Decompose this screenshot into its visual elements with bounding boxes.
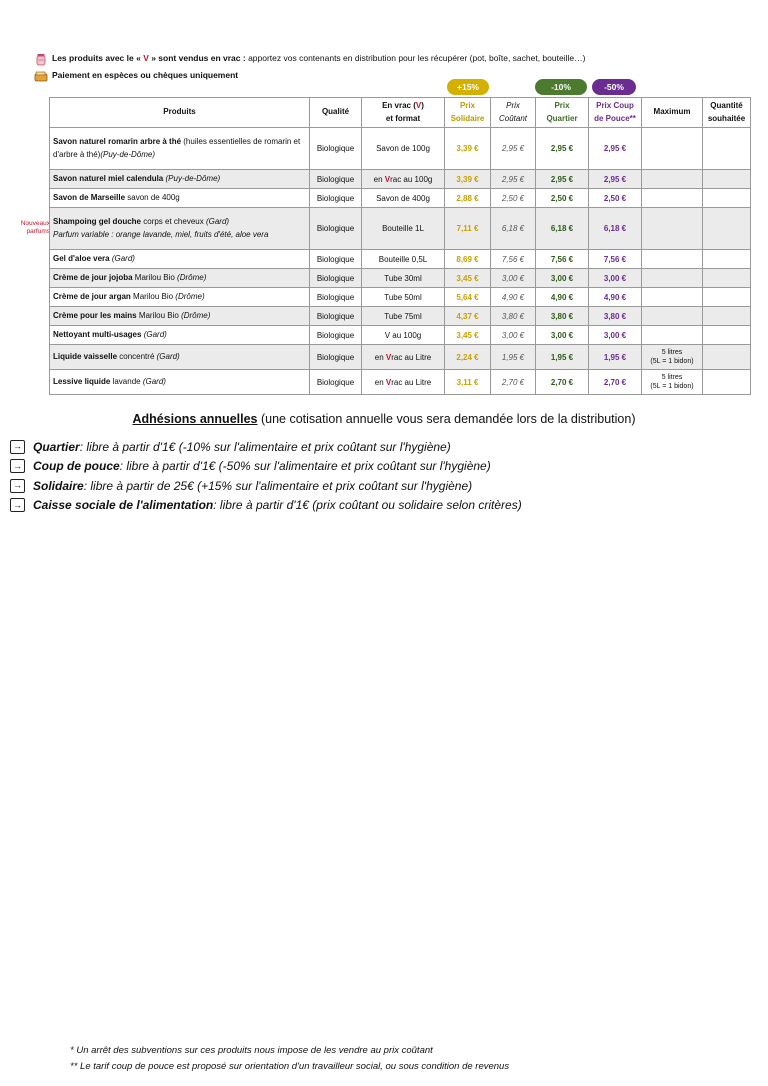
price-quartier: 1,95 €	[536, 345, 589, 370]
header-qualite: Qualité	[310, 98, 362, 128]
quality-cell: Biologique	[310, 269, 362, 288]
format-cell: Tube 30ml	[362, 269, 445, 288]
format-cell: Tube 50ml	[362, 288, 445, 307]
format-cell: Savon de 400g	[362, 189, 445, 208]
table-header-row	[50, 98, 751, 128]
price-solidaire: 2,24 €	[445, 345, 491, 370]
arrow-right-icon: →	[10, 459, 25, 473]
table-row	[50, 250, 751, 269]
jar-icon	[34, 52, 48, 66]
price-quartier: 2,70 €	[536, 370, 589, 395]
quantity-input-cell[interactable]	[703, 307, 751, 326]
price-coutant: 2,95 €	[491, 128, 536, 170]
list-item	[10, 437, 522, 457]
price-coutant: 7,56 €	[491, 250, 536, 269]
table-row	[50, 128, 751, 170]
quantity-input-cell[interactable]	[703, 370, 751, 395]
quantity-input-cell[interactable]	[703, 170, 751, 189]
price-coutant: 1,95 €	[491, 345, 536, 370]
maximum-cell: 5 litres (5L = 1 bidon)	[642, 370, 703, 395]
price-quartier: 6,18 €	[536, 208, 589, 250]
arrow-right-icon: →	[10, 440, 25, 454]
maximum-cell	[642, 250, 703, 269]
format-cell: Savon de 100g	[362, 128, 445, 170]
list-item	[10, 476, 522, 496]
price-coutant: 3,00 €	[491, 326, 536, 345]
table-row	[50, 208, 751, 250]
price-badges	[0, 79, 768, 97]
payment-text: Paiement en espèces ou chèques uniquement	[52, 70, 239, 81]
price-solidaire: 7,11 €	[445, 208, 491, 250]
adhesions-heading	[0, 412, 768, 426]
table-row	[50, 370, 751, 395]
format-cell: Bouteille 1L	[362, 208, 445, 250]
quantity-input-cell[interactable]	[703, 128, 751, 170]
format-cell: en Vrac au Litre	[362, 345, 445, 370]
vrac-v-marker: V	[143, 53, 149, 64]
adhesions-subtitle: (une cotisation annuelle vous sera demandée lors de la distribution)	[257, 412, 636, 426]
price-coutant: 3,80 €	[491, 307, 536, 326]
table-row	[50, 307, 751, 326]
price-coutant: 3,00 €	[491, 269, 536, 288]
quantity-input-cell[interactable]	[703, 250, 751, 269]
product-name-cell: Savon de Marseille savon de 400g	[50, 189, 310, 208]
format-cell: Bouteille 0,5L	[362, 250, 445, 269]
adhesion-label: Solidaire	[33, 478, 84, 493]
format-cell: Tube 75ml	[362, 307, 445, 326]
price-coup-de-pouce: 7,56 €	[589, 250, 642, 269]
price-quartier: 3,00 €	[536, 326, 589, 345]
price-quartier: 7,56 €	[536, 250, 589, 269]
adhesion-text: : libre à partir d'1€ (prix coûtant ou solidaire selon critères)	[213, 498, 522, 513]
adhesions-list	[10, 437, 522, 515]
price-quartier: 3,00 €	[536, 269, 589, 288]
product-name-cell: Crème de jour jojoba Marilou Bio (Drôme)	[50, 269, 310, 288]
product-name-cell: Crème pour les mains Marilou Bio (Drôme)	[50, 307, 310, 326]
quantity-input-cell[interactable]	[703, 269, 751, 288]
adhesion-label: Quartier	[33, 439, 80, 454]
quantity-input-cell[interactable]	[703, 326, 751, 345]
quantity-input-cell[interactable]	[703, 189, 751, 208]
new-scents-label: Nouveaux parfums	[20, 220, 50, 236]
arrow-right-icon: →	[10, 479, 25, 493]
price-coup-de-pouce: 2,50 €	[589, 189, 642, 208]
table-row	[50, 269, 751, 288]
arrow-right-icon: →	[10, 498, 25, 512]
product-name-cell: Nettoyant multi-usages (Gard)	[50, 326, 310, 345]
price-coup-de-pouce: 2,95 €	[589, 128, 642, 170]
quality-cell: Biologique	[310, 345, 362, 370]
maximum-cell	[642, 288, 703, 307]
quality-cell: Biologique	[310, 370, 362, 395]
price-coutant: 4,90 €	[491, 288, 536, 307]
maximum-cell	[642, 307, 703, 326]
quantity-input-cell[interactable]	[703, 288, 751, 307]
product-name-cell: Crème de jour argan Marilou Bio (Drôme)	[50, 288, 310, 307]
price-solidaire: 3,45 €	[445, 269, 491, 288]
price-coup-de-pouce: 6,18 €	[589, 208, 642, 250]
product-table	[49, 97, 751, 395]
price-coup-de-pouce: 1,95 €	[589, 345, 642, 370]
maximum-cell	[642, 269, 703, 288]
header-produits: Produits	[50, 98, 310, 128]
quality-cell: Biologique	[310, 250, 362, 269]
adhesion-text: : libre à partir d'1€ (-10% sur l'alimentaire et prix coûtant sur l'hygiène)	[79, 439, 451, 454]
price-solidaire: 3,45 €	[445, 326, 491, 345]
price-solidaire: 3,11 €	[445, 370, 491, 395]
price-coutant: 2,95 €	[491, 170, 536, 189]
header-quantite: Quantité souhaitée	[703, 98, 751, 128]
price-solidaire: 2,88 €	[445, 189, 491, 208]
format-cell: en Vrac au Litre	[362, 370, 445, 395]
format-cell: V au 100g	[362, 326, 445, 345]
adhesion-label: Caisse sociale de l'alimentation	[33, 498, 214, 513]
price-solidaire: 8,69 €	[445, 250, 491, 269]
table-row	[50, 189, 751, 208]
maximum-cell	[642, 128, 703, 170]
table-row	[50, 288, 751, 307]
vrac-label: Les produits avec le «	[52, 53, 144, 64]
price-coup-de-pouce: 2,95 €	[589, 170, 642, 189]
maximum-cell	[642, 326, 703, 345]
table-row	[50, 170, 751, 189]
vrac-text: apportez vos contenants en distribution pour les récupérer (pot, boîte, sachet, bouteille…)	[245, 53, 586, 64]
vrac-note	[34, 50, 585, 67]
list-item	[10, 457, 522, 477]
quantity-input-cell[interactable]	[703, 208, 751, 250]
price-coup-de-pouce: 3,80 €	[589, 307, 642, 326]
adhesion-text: : libre à partir de 25€ (+15% sur l'alimentaire et prix coûtant sur l'hygiène)	[83, 478, 473, 493]
price-quartier: 2,95 €	[536, 128, 589, 170]
product-name-cell: Shampoing gel douche corps et cheveux (Gard) Parfum variable : orange lavande, miel, fruits d'été, aloe vera	[50, 208, 310, 250]
header-prix-solidaire: Prix Solidaire	[445, 98, 491, 128]
price-coutant: 6,18 €	[491, 208, 536, 250]
price-quartier: 2,95 €	[536, 170, 589, 189]
quantity-input-cell[interactable]	[703, 345, 751, 370]
maximum-cell: 5 litres (5L = 1 bidon)	[642, 345, 703, 370]
list-item	[10, 496, 522, 516]
price-quartier: 4,90 €	[536, 288, 589, 307]
price-solidaire: 5,64 €	[445, 288, 491, 307]
price-quartier: 3,80 €	[536, 307, 589, 326]
maximum-cell	[642, 208, 703, 250]
adhesion-text: : libre à partir d'1€ (-50% sur l'alimentaire et prix coûtant sur l'hygiène)	[119, 459, 491, 474]
price-coutant: 2,50 €	[491, 189, 536, 208]
price-solidaire: 3,39 €	[445, 170, 491, 189]
price-coup-de-pouce: 2,70 €	[589, 370, 642, 395]
footnote-2: ** Le tarif coup de pouce est proposé sur orientation d'un travailleur social, ou sous condition de revenus	[70, 1061, 510, 1073]
quality-cell: Biologique	[310, 288, 362, 307]
quality-cell: Biologique	[310, 128, 362, 170]
quality-cell: Biologique	[310, 208, 362, 250]
price-coup-de-pouce: 4,90 €	[589, 288, 642, 307]
quality-cell: Biologique	[310, 307, 362, 326]
badge-quartier: -10%	[535, 79, 587, 95]
price-coup-de-pouce: 3,00 €	[589, 269, 642, 288]
price-coup-de-pouce: 3,00 €	[589, 326, 642, 345]
table-row	[50, 345, 751, 370]
product-name-cell: Savon naturel miel calendula (Puy-de-Dôme)	[50, 170, 310, 189]
badge-solidaire: +15%	[447, 79, 489, 95]
vrac-label-end: » sont vendus en vrac :	[148, 53, 246, 64]
maximum-cell	[642, 170, 703, 189]
price-coutant: 2,70 €	[491, 370, 536, 395]
header-prix-quartier: Prix Quartier	[536, 98, 589, 128]
product-name-cell: Lessive liquide lavande (Gard)	[50, 370, 310, 395]
badge-coup-de-pouce: -50%	[592, 79, 636, 95]
header-prix-coup-de-pouce: Prix Coup de Pouce**	[589, 98, 642, 128]
footnotes	[70, 1043, 509, 1075]
quality-cell: Biologique	[310, 326, 362, 345]
product-name-cell: Liquide vaisselle concentré (Gard)	[50, 345, 310, 370]
quality-cell: Biologique	[310, 170, 362, 189]
product-name-cell: Gel d'aloe vera (Gard)	[50, 250, 310, 269]
footnote-1: * Un arrêt des subventions sur ces produits nous impose de les vendre au prix coûtant	[70, 1045, 433, 1056]
header-vrac: En vrac (V) et format	[362, 98, 445, 128]
adhesions-title: Adhésions annuelles	[132, 412, 258, 426]
price-solidaire: 3,39 €	[445, 128, 491, 170]
price-quartier: 2,50 €	[536, 189, 589, 208]
maximum-cell	[642, 189, 703, 208]
header-maximum: Maximum	[642, 98, 703, 128]
format-cell: en Vrac au 100g	[362, 170, 445, 189]
product-name-cell: Savon naturel romarin arbre à thé (huiles essentielles de romarin et d'arbre à thé)(Puy-de-Dôme)	[50, 128, 310, 170]
table-row	[50, 326, 751, 345]
price-solidaire: 4,37 €	[445, 307, 491, 326]
quality-cell: Biologique	[310, 189, 362, 208]
header-prix-coutant: Prix Coûtant	[491, 98, 536, 128]
adhesion-label: Coup de pouce	[33, 459, 120, 474]
